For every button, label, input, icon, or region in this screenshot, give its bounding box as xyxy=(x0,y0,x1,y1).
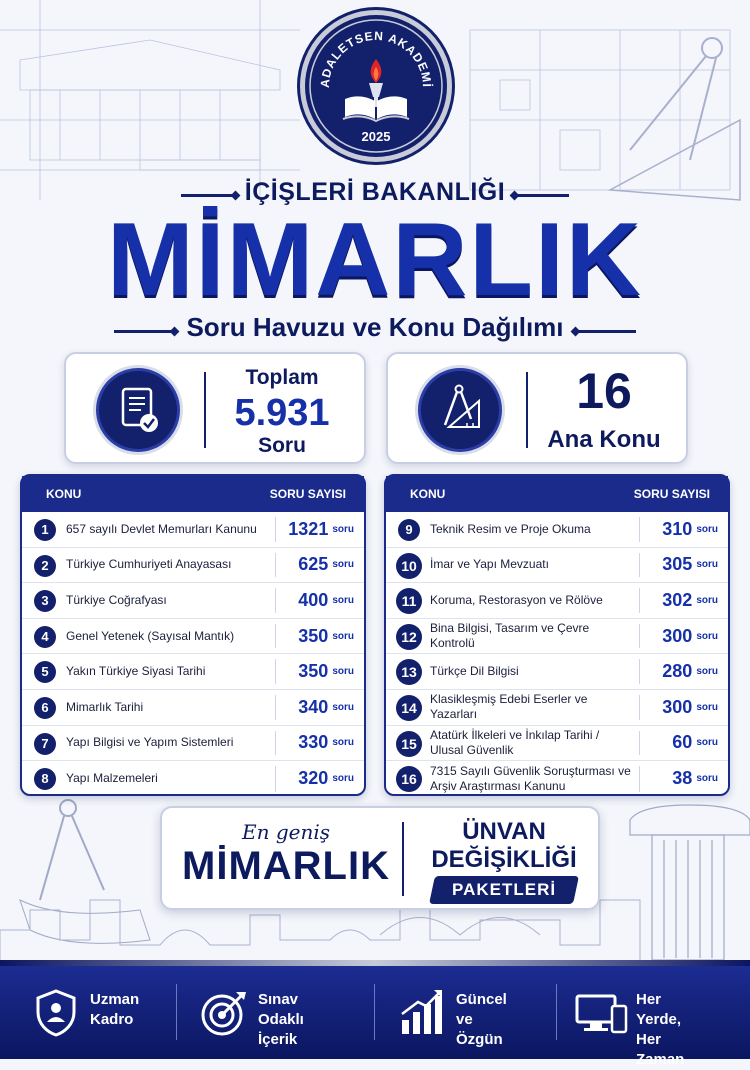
row-count-value: 340 xyxy=(298,696,329,717)
row-topic: Klasikleşmiş Edebi Eserler ve Yazarları xyxy=(430,692,588,722)
row-count-unit: soru xyxy=(696,594,718,606)
table-row xyxy=(386,654,728,690)
target-icon xyxy=(200,988,248,1038)
total-questions-card xyxy=(64,352,366,464)
row-number: 15 xyxy=(396,731,422,757)
table-row xyxy=(22,654,364,690)
row-count-value: 625 xyxy=(298,554,329,575)
topic-count-label: Ana Konu xyxy=(547,426,661,453)
decor-dash xyxy=(515,194,569,197)
floorplan-sketch xyxy=(470,30,730,190)
card-divider xyxy=(204,372,206,448)
decor-dash xyxy=(114,330,174,333)
footer-divider xyxy=(176,984,177,1040)
table-header xyxy=(386,476,728,512)
topic-count-value: 16 xyxy=(576,363,632,419)
row-number: 12 xyxy=(396,624,422,650)
row-count xyxy=(640,654,718,689)
table-row xyxy=(22,619,364,655)
card-divider xyxy=(526,372,528,448)
row-count xyxy=(640,690,718,725)
promo-divider xyxy=(402,822,404,896)
row-count-unit: soru xyxy=(332,666,354,678)
row-count-value: 302 xyxy=(662,589,693,610)
total-label: Toplam xyxy=(245,366,319,389)
compass-ruler-icon xyxy=(418,368,502,452)
row-count-unit: soru xyxy=(332,701,354,713)
row-topic: Teknik Resim ve Proje Okuma xyxy=(430,521,591,536)
column-sketch xyxy=(630,805,750,960)
table-row xyxy=(386,548,728,584)
row-number: 2 xyxy=(34,555,56,577)
row-count xyxy=(640,619,718,654)
row-count-value: 400 xyxy=(298,589,329,610)
row-count-unit: soru xyxy=(696,773,718,785)
decor-dash xyxy=(576,330,636,333)
header-topic: KONU xyxy=(410,487,446,501)
total-value: 5.931 xyxy=(234,392,330,434)
footer-divider xyxy=(556,984,557,1040)
row-topic: 7315 Sayılı Güvenlik Soruşturması ve Arşiv Araştırması Kanunu xyxy=(430,763,631,793)
table-row xyxy=(22,761,364,797)
row-number: 4 xyxy=(34,626,56,648)
row-topic: İmar ve Yapı Mevzuatı xyxy=(430,557,549,572)
table-row xyxy=(22,690,364,726)
row-count xyxy=(276,690,354,725)
table-row xyxy=(22,726,364,762)
row-count-value: 300 xyxy=(662,696,693,717)
row-count-unit: soru xyxy=(696,737,718,749)
row-topic: Türkçe Dil Bilgisi xyxy=(430,664,519,679)
row-count-unit: soru xyxy=(696,523,718,535)
promo-big: MİMARLIK xyxy=(182,844,390,888)
logo-year: 2025 xyxy=(361,129,391,144)
row-count xyxy=(640,583,718,618)
header-count: SORU SAYISI xyxy=(269,487,346,501)
row-topic: Yakın Türkiye Siyasi Tarihi xyxy=(66,664,206,679)
row-count-unit: soru xyxy=(332,559,354,571)
header-topic: KONU xyxy=(46,487,82,501)
promo-pill xyxy=(429,876,579,904)
feature-line1: Sınav Odaklı xyxy=(258,991,304,1028)
row-number: 5 xyxy=(34,661,56,683)
row-topic: Genel Yetenek (Sayısal Mantık) xyxy=(66,628,235,643)
row-count-value: 320 xyxy=(298,768,329,789)
compass-sketch xyxy=(610,38,740,200)
subtitle-text: Soru Havuzu ve Konu Dağılımı xyxy=(186,312,564,342)
row-count-value: 1321 xyxy=(288,518,329,539)
document-check-icon xyxy=(96,368,180,452)
row-count-value: 300 xyxy=(662,625,693,646)
row-count-value: 310 xyxy=(662,518,693,539)
row-number: 3 xyxy=(34,590,56,612)
row-count xyxy=(276,583,354,618)
row-count xyxy=(276,512,354,547)
row-topic: 657 sayılı Devlet Memurları Kanunu xyxy=(66,521,257,536)
feature-line2: Özgün xyxy=(456,1031,503,1048)
row-count-value: 38 xyxy=(672,768,693,789)
row-count-unit: soru xyxy=(332,594,354,606)
table-row xyxy=(22,512,364,548)
row-number: 7 xyxy=(34,733,56,755)
table-row xyxy=(386,726,728,762)
row-count-unit: soru xyxy=(696,559,718,571)
row-count-unit: soru xyxy=(696,630,718,642)
row-count-unit: soru xyxy=(332,773,354,785)
row-topic: Atatürk İlkeleri ve İnkılap Tarihi / Ulusal Güvenlik xyxy=(430,727,600,757)
table-row xyxy=(386,583,728,619)
row-number: 11 xyxy=(396,588,422,614)
header-count: SORU SAYISI xyxy=(633,487,710,501)
row-topic: Mimarlık Tarihi xyxy=(66,699,144,714)
row-count-unit: soru xyxy=(332,630,354,642)
row-count-value: 280 xyxy=(662,661,693,682)
feature-line2: Her Zaman xyxy=(636,1031,685,1068)
row-count xyxy=(276,619,354,654)
row-count-value: 350 xyxy=(298,625,329,646)
row-number: 16 xyxy=(396,766,422,792)
row-count xyxy=(640,512,718,547)
compass-sketch-bottom xyxy=(20,800,150,943)
row-count-value: 330 xyxy=(298,732,329,753)
row-count-value: 60 xyxy=(672,732,693,753)
row-number: 8 xyxy=(34,768,56,790)
row-number: 10 xyxy=(396,553,422,579)
feature-line1: Her Yerde, xyxy=(636,991,682,1028)
promo-right-line1: ÜNVAN xyxy=(462,818,546,845)
promo-pill-text: PAKETLERİ xyxy=(451,880,557,899)
feature-line2: İçerik xyxy=(258,1031,298,1048)
table-row xyxy=(386,761,728,797)
row-count xyxy=(640,548,718,583)
row-count-unit: soru xyxy=(332,523,354,535)
topics-table-left xyxy=(20,474,366,796)
academy-logo xyxy=(300,10,452,162)
page-subtitle xyxy=(0,312,750,343)
row-topic: Türkiye Coğrafyası xyxy=(66,592,167,607)
row-count xyxy=(640,726,718,761)
growth-chart-icon xyxy=(398,988,444,1038)
table-row xyxy=(22,548,364,584)
row-count xyxy=(276,548,354,583)
row-count xyxy=(276,654,354,689)
row-number: 13 xyxy=(396,659,422,685)
devices-icon xyxy=(574,988,628,1038)
row-number: 6 xyxy=(34,697,56,719)
table-row xyxy=(386,619,728,655)
logo-arc-text: ADALETSEN AKADEMİ xyxy=(317,28,435,89)
ministry-name: İÇİŞLERİ BAKANLIĞI xyxy=(244,178,506,206)
table-row xyxy=(22,583,364,619)
row-number: 9 xyxy=(398,519,420,541)
footer-divider xyxy=(374,984,375,1040)
total-unit: Soru xyxy=(258,434,306,457)
table-row xyxy=(386,512,728,548)
row-topic: Yapı Malzemeleri xyxy=(66,771,158,786)
table-header xyxy=(22,476,364,512)
row-number: 14 xyxy=(396,695,422,721)
feature-line2: Kadro xyxy=(90,1011,134,1028)
table-row xyxy=(386,690,728,726)
promo-banner xyxy=(160,806,600,910)
row-count xyxy=(276,761,354,797)
row-topic: Bina Bilgisi, Tasarım ve Çevre Kontrolü xyxy=(430,621,590,651)
row-number: 1 xyxy=(34,519,56,541)
row-topic: Türkiye Cumhuriyeti Anayasası xyxy=(66,557,232,572)
building-sketch xyxy=(0,0,300,200)
features-footer xyxy=(0,966,750,1068)
row-count-unit: soru xyxy=(696,701,718,713)
row-count xyxy=(276,726,354,761)
row-count xyxy=(640,761,718,797)
page-title: MİMARLIK xyxy=(107,202,643,318)
row-count-unit: soru xyxy=(696,666,718,678)
topic-count-card xyxy=(386,352,688,464)
row-count-value: 305 xyxy=(662,554,693,575)
feature-line1: Güncel ve xyxy=(456,991,507,1028)
row-count-unit: soru xyxy=(332,737,354,749)
feature-line1: Uzman xyxy=(90,991,140,1008)
shield-user-icon xyxy=(34,988,78,1038)
promo-right-line2: DEĞİŞİKLİĞİ xyxy=(431,846,577,873)
topics-table-right xyxy=(384,474,730,796)
row-count-value: 350 xyxy=(298,661,329,682)
row-topic: Yapı Bilgisi ve Yapım Sistemleri xyxy=(66,735,234,750)
row-topic: Koruma, Restorasyon ve Rölöve xyxy=(430,592,603,607)
promo-script: En geniş xyxy=(241,820,331,844)
decor-dash xyxy=(181,194,235,197)
